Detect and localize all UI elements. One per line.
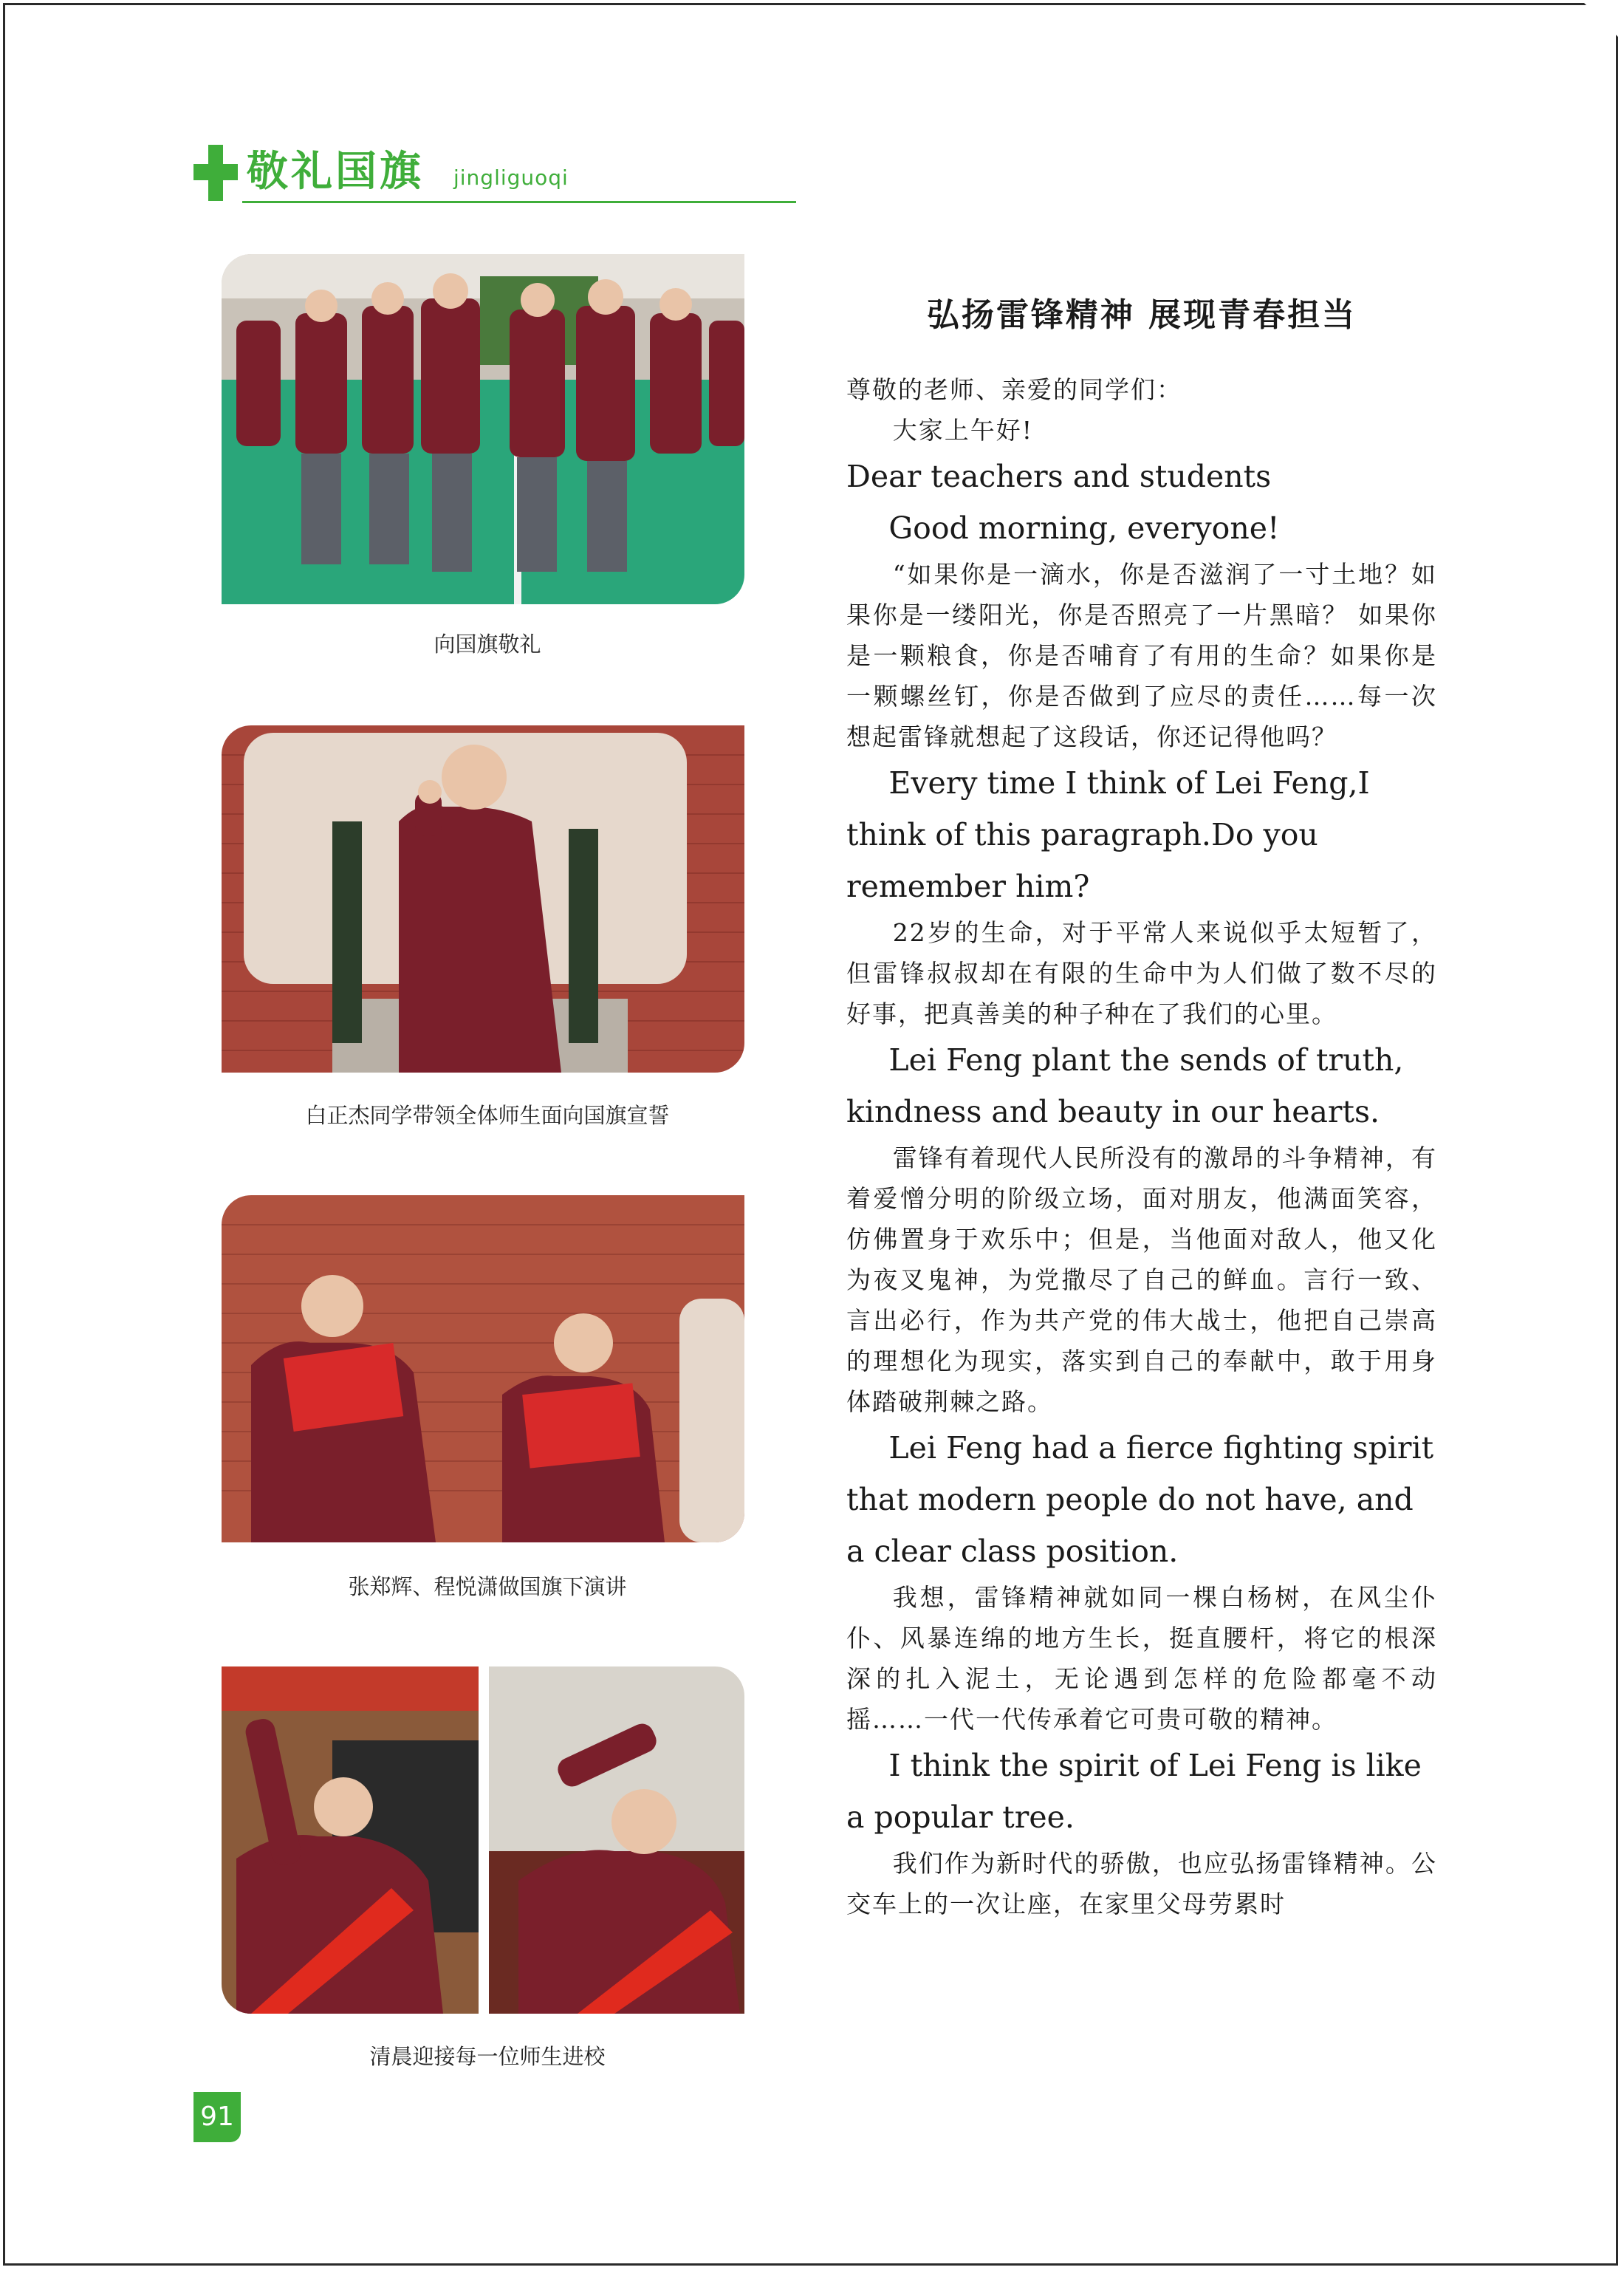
photo-oath xyxy=(222,725,744,1073)
english-paragraph: I think the spirit of Lei Feng is like a popular tree. xyxy=(846,1748,1422,1835)
student-salute-left-image xyxy=(222,1666,479,2014)
section-pinyin: jingliguoqi xyxy=(453,165,569,190)
section-header xyxy=(193,145,799,207)
students-speech-image xyxy=(222,1195,744,1542)
photo-speech xyxy=(222,1195,744,1542)
english-paragraph: Lei Feng plant the sends of truth, kindness and beauty in our hearts. xyxy=(846,1042,1404,1129)
page-number: 91 xyxy=(193,2092,241,2142)
header-rule xyxy=(242,201,796,203)
chinese-paragraph: “如果你是一滴水，你是否滋润了一寸土地？如果你是一缕阳光，你是否照亮了一片黑暗？ 如果你是一颗粮食，你是否哺育了有用的生命？如果你是一颗螺丝钉，你是否做到了应尽的责任……每一次想起雷锋就想起了这段话，你还记得他吗？ xyxy=(846,560,1437,751)
photo-greeting-left xyxy=(222,1666,479,2014)
photo-greeting-right xyxy=(489,1666,744,2014)
english-paragraph: Lei Feng had a fierce fighting spirit that modern people do not have, and a clear class position. xyxy=(846,1430,1434,1569)
section-title: 敬礼国旗 xyxy=(247,148,424,196)
article-body xyxy=(846,369,1437,1924)
photo-salute-flag xyxy=(222,254,744,604)
english-paragraph: Good morning, everyone! xyxy=(888,510,1280,546)
chinese-paragraph: 尊敬的老师、亲爱的同学们： xyxy=(846,375,1182,404)
english-paragraph: Dear teachers and students xyxy=(846,459,1272,494)
photo-caption: 向国旗敬礼 xyxy=(434,632,541,657)
chinese-paragraph: 我想，雷锋精神就如同一棵白杨树，在风尘仆仆、风暴连绵的地方生长，挺直腰杆，将它的根深深的扎入泥土，无论遇到怎样的危险都毫不动摇……一代一代传承着它可贵可敬的精神。 xyxy=(846,1583,1437,1734)
chinese-paragraph: 大家上午好! xyxy=(892,416,1033,445)
english-paragraph: Every time I think of Lei Feng,I think of this paragraph.Do you remember him? xyxy=(846,765,1370,904)
green-cross-icon xyxy=(193,145,238,201)
student-oath-image xyxy=(222,725,744,1073)
students-saluting-image xyxy=(222,254,744,604)
student-salute-right-image xyxy=(489,1666,744,2014)
chinese-paragraph: 22岁的生命，对于平常人来说似乎太短暂了，但雷锋叔叔却在有限的生命中为人们做了数不尽的好事，把真善美的种子种在了我们的心里。 xyxy=(846,918,1437,1028)
photo-caption: 白正杰同学带领全体师生面向国旗宣誓 xyxy=(305,1103,670,1128)
page-corner xyxy=(1581,0,1624,43)
article-title: 弘扬雷锋精神 展现青春担当 xyxy=(926,296,1357,334)
chinese-paragraph: 我们作为新时代的骄傲，也应弘扬雷锋精神。公交车上的一次让座，在家里父母劳累时 xyxy=(846,1849,1437,1918)
photo-caption: 张郑辉、程悦潇做国旗下演讲 xyxy=(348,1574,627,1599)
photo-caption: 清晨迎接每一位师生进校 xyxy=(369,2044,606,2069)
chinese-paragraph: 雷锋有着现代人民所没有的激昂的斗争精神，有着爱憎分明的阶级立场，面对朋友，他满面笑容，仿佛置身于欢乐中；但是，当他面对敌人，他又化为夜叉鬼神，为党撒尽了自己的鲜血。言行一致、言出必行，作为共产党的伟大战士，他把自己崇高的理想化为现实，落实到自己的奉献中，敢于用身体踏破荆棘之路。 xyxy=(846,1143,1437,1416)
